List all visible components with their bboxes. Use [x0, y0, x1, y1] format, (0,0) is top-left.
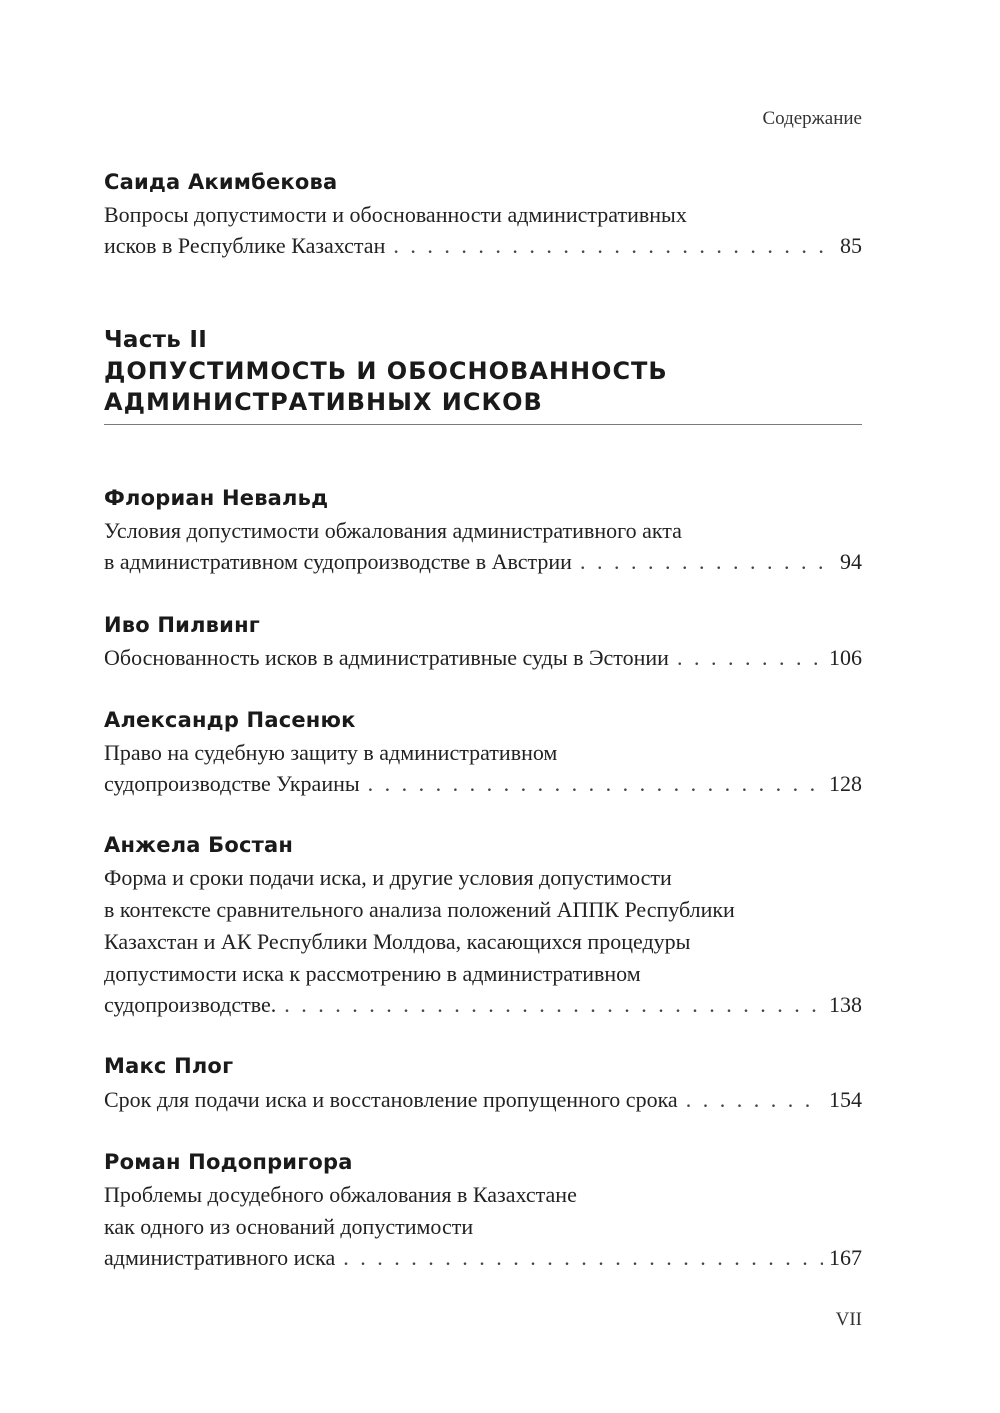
toc-title-line: судопроизводстве Украины	[104, 771, 360, 796]
toc-page-number: 167	[829, 1245, 862, 1270]
toc-entry-line[interactable]	[104, 1084, 862, 1116]
part-title-line: ДОПУСТИМОСТЬ И ОБОСНОВАННОСТЬ	[104, 357, 668, 385]
dot-leader	[393, 230, 834, 262]
toc-entry-line[interactable]	[104, 642, 862, 674]
dot-leader	[686, 1084, 823, 1116]
toc-title-line: Условия допустимости обжалования административного акта	[104, 518, 682, 543]
toc-entry-line[interactable]	[104, 1242, 862, 1274]
toc-entry-line[interactable]	[104, 989, 862, 1021]
dot-leader	[677, 642, 823, 674]
toc-title-line: Вопросы допустимости и обоснованности административных	[104, 202, 687, 227]
toc-author: Анжела Бостан	[104, 833, 294, 857]
toc-title-line: Проблемы досудебного обжалования в Казахстане	[104, 1182, 577, 1207]
toc-page-number: 106	[829, 645, 862, 670]
toc-title-line: как одного из оснований допустимости	[104, 1214, 474, 1239]
toc-title-line: исков в Республике Казахстан	[104, 233, 386, 258]
toc-title-line: в административном судопроизводстве в Австрии	[104, 549, 572, 574]
toc-author: Саида Акимбекова	[104, 170, 338, 194]
toc-title-line: административного иска	[104, 1245, 336, 1270]
toc-title-line: судопроизводстве.	[104, 992, 277, 1017]
toc-title-line: в контексте сравнительного анализа положений АППК Республики	[104, 897, 735, 922]
toc-entry-line[interactable]	[104, 546, 862, 578]
toc-author: Макс Плог	[104, 1054, 234, 1078]
toc-title-line: Форма и сроки подачи иска, и другие условия допустимости	[104, 865, 672, 890]
part-title-line: АДМИНИСТРАТИВНЫХ ИСКОВ	[104, 388, 543, 416]
page-number: VII	[835, 1309, 862, 1330]
toc-author: Александр Пасенюк	[104, 708, 356, 732]
toc-author: Флориан Невальд	[104, 486, 329, 510]
dot-leader	[343, 1242, 823, 1274]
part-label: Часть II	[104, 327, 208, 353]
toc-entry-line[interactable]	[104, 230, 862, 262]
dot-leader	[580, 546, 834, 578]
toc-title-line: допустимости иска к рассмотрению в административном	[104, 961, 641, 986]
toc-title-line: Срок для подачи иска и восстановление пропущенного срока	[104, 1087, 678, 1112]
section-divider	[104, 424, 862, 425]
toc-title-line: Право на судебную защиту в административном	[104, 740, 558, 765]
toc-author: Роман Подопригора	[104, 1150, 353, 1174]
toc-page-number: 128	[829, 771, 862, 796]
toc-title-line: Казахстан и АК Республики Молдова, касающихся процедуры	[104, 929, 691, 954]
running-head: Содержание	[762, 108, 862, 129]
toc-page-number: 94	[840, 549, 862, 574]
toc-author: Иво Пилвинг	[104, 613, 260, 637]
toc-page-number: 85	[840, 233, 862, 258]
toc-page-number: 154	[829, 1087, 862, 1112]
toc-title-line: Обоснованность исков в административные суды в Эстонии	[104, 645, 669, 670]
dot-leader	[368, 768, 823, 800]
toc-entry-line[interactable]	[104, 768, 862, 800]
dot-leader	[284, 989, 823, 1021]
toc-page-number: 138	[829, 992, 862, 1017]
